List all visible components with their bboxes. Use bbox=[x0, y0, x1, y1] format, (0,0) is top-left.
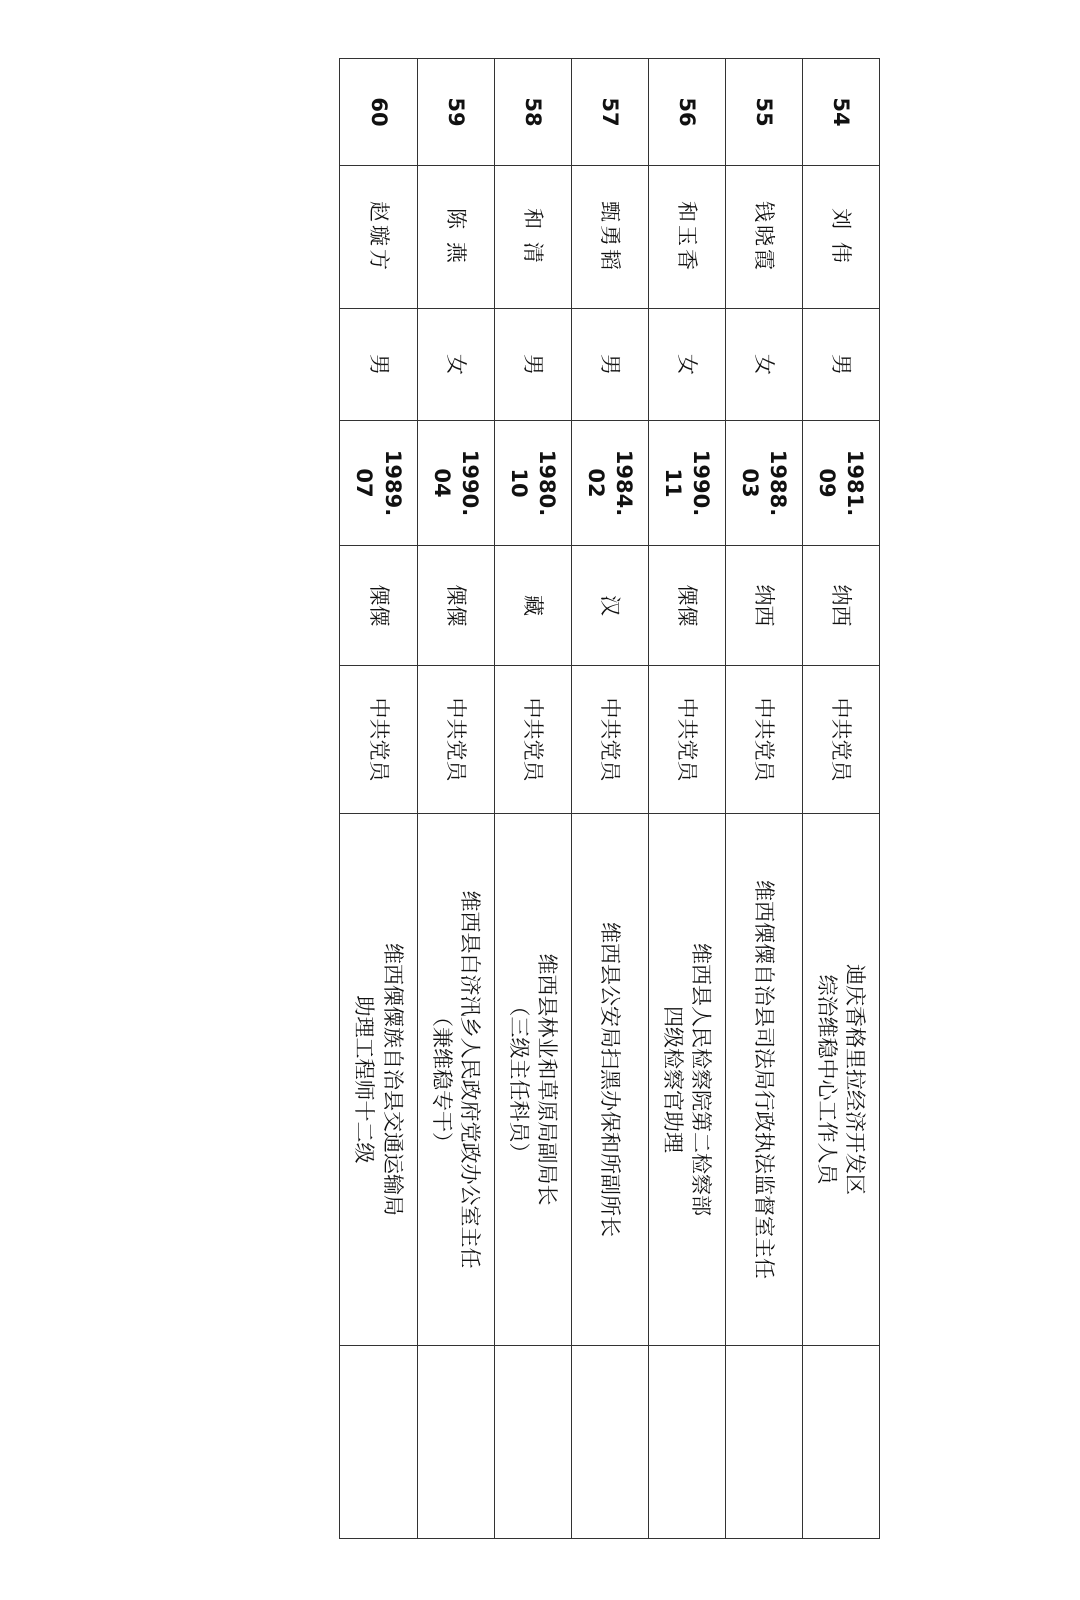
current-post bbox=[418, 814, 495, 1346]
birth-date bbox=[726, 421, 803, 546]
post-line-1: 维西县人民检察院第二检察部 bbox=[689, 943, 714, 1216]
post-line-1: 维西县白济汛乡人民政府党政办公室主任 bbox=[458, 890, 483, 1269]
birth-year: 1988. bbox=[766, 449, 791, 517]
birth-date bbox=[495, 421, 572, 546]
birth-year: 1990. bbox=[689, 449, 714, 517]
person-name: 刘 伟 bbox=[803, 166, 880, 309]
post-line-2: 四级检察官助理 bbox=[661, 1006, 685, 1153]
table-row bbox=[803, 59, 880, 1539]
birth-month: 04 bbox=[430, 468, 454, 498]
post-line-2: 综治维稳中心工作人员 bbox=[815, 974, 839, 1185]
ethnicity: 汉 bbox=[572, 546, 649, 666]
row-number: 56 bbox=[649, 59, 726, 166]
post-line-2: 助理工程师十二级 bbox=[352, 995, 377, 1164]
table-row bbox=[649, 59, 726, 1539]
gender: 女 bbox=[726, 309, 803, 421]
row-number: 58 bbox=[495, 59, 572, 166]
person-name: 钱晓霞 bbox=[726, 166, 803, 309]
post-line-1: 维西傈僳自治县司法局行政执法监督室主任 bbox=[752, 880, 777, 1279]
ethnicity: 傈僳 bbox=[649, 546, 726, 666]
gender: 女 bbox=[649, 309, 726, 421]
gender: 男 bbox=[495, 309, 572, 421]
table-rotation-frame bbox=[340, 58, 880, 1538]
ethnicity: 纳西 bbox=[726, 546, 803, 666]
birth-month: 07 bbox=[352, 468, 377, 498]
birth-date bbox=[418, 421, 495, 546]
gender: 女 bbox=[418, 309, 495, 421]
gender: 男 bbox=[340, 309, 418, 421]
birth-year: 1990. bbox=[458, 449, 483, 517]
row-number: 54 bbox=[803, 59, 880, 166]
political-status: 中共党员 bbox=[418, 666, 495, 814]
birth-date bbox=[649, 421, 726, 546]
person-name: 赵璇方 bbox=[340, 166, 418, 309]
table-row bbox=[418, 59, 495, 1539]
table-row bbox=[726, 59, 803, 1539]
row-number: 55 bbox=[726, 59, 803, 166]
note-cell bbox=[340, 1346, 418, 1539]
birth-month: 02 bbox=[584, 468, 608, 498]
ethnicity: 纳西 bbox=[803, 546, 880, 666]
person-name: 和 清 bbox=[495, 166, 572, 309]
table-row bbox=[340, 59, 418, 1539]
birth-month: 09 bbox=[815, 468, 839, 498]
current-post bbox=[340, 814, 418, 1346]
current-post bbox=[649, 814, 726, 1346]
birth-date bbox=[572, 421, 649, 546]
birth-month: 10 bbox=[507, 468, 531, 498]
post-line-2: （三级主任科员） bbox=[507, 995, 531, 1164]
current-post bbox=[726, 814, 803, 1346]
note-cell bbox=[726, 1346, 803, 1539]
gender: 男 bbox=[572, 309, 649, 421]
ethnicity: 傈僳 bbox=[340, 546, 418, 666]
note-cell bbox=[649, 1346, 726, 1539]
birth-year: 1981. bbox=[843, 449, 868, 517]
political-status: 中共党员 bbox=[495, 666, 572, 814]
post-line-2: （兼维稳专干） bbox=[430, 1006, 454, 1153]
current-post bbox=[572, 814, 649, 1346]
note-cell bbox=[572, 1346, 649, 1539]
rotated-table-area bbox=[340, 58, 880, 1538]
note-cell bbox=[418, 1346, 495, 1539]
person-name: 甄勇韬 bbox=[572, 166, 649, 309]
birth-month: 11 bbox=[661, 468, 685, 498]
political-status: 中共党员 bbox=[572, 666, 649, 814]
post-line-1: 维西县公安局扫黑办保和所副所长 bbox=[598, 922, 623, 1237]
birth-year: 1980. bbox=[535, 449, 560, 517]
current-post bbox=[803, 814, 880, 1346]
ethnicity: 藏 bbox=[495, 546, 572, 666]
row-number: 60 bbox=[340, 59, 418, 166]
row-number: 59 bbox=[418, 59, 495, 166]
table-row bbox=[495, 59, 572, 1539]
note-cell bbox=[803, 1346, 880, 1539]
current-post bbox=[495, 814, 572, 1346]
political-status: 中共党员 bbox=[726, 666, 803, 814]
ethnicity: 傈僳 bbox=[418, 546, 495, 666]
gender: 男 bbox=[803, 309, 880, 421]
personnel-table bbox=[339, 58, 880, 1539]
post-line-1: 维西县林业和草原局副局长 bbox=[535, 953, 560, 1206]
birth-month: 03 bbox=[738, 468, 762, 498]
political-status: 中共党员 bbox=[340, 666, 418, 814]
row-number: 57 bbox=[572, 59, 649, 166]
note-cell bbox=[495, 1346, 572, 1539]
post-line-1: 维西傈僳族自治县交通运输局 bbox=[380, 943, 405, 1216]
person-name: 陈 燕 bbox=[418, 166, 495, 309]
post-line-1: 迪庆香格里拉经济开发区 bbox=[843, 964, 868, 1195]
birth-date bbox=[340, 421, 418, 546]
birth-year: 1984. bbox=[612, 449, 637, 517]
person-name: 和玉香 bbox=[649, 166, 726, 309]
birth-date bbox=[803, 421, 880, 546]
political-status: 中共党员 bbox=[803, 666, 880, 814]
political-status: 中共党员 bbox=[649, 666, 726, 814]
birth-year: 1989. bbox=[380, 449, 405, 517]
table-row bbox=[572, 59, 649, 1539]
